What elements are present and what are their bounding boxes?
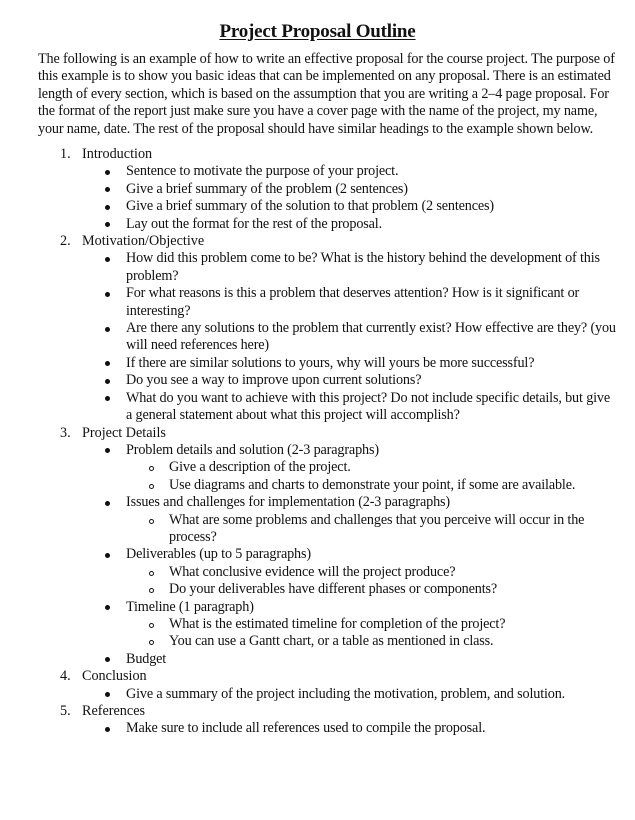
list-item-text: If there are similar solutions to yours, why will yours be more successful? — [126, 354, 535, 371]
bullet-disc-icon — [105, 501, 110, 506]
section-heading-text: Project Details — [82, 424, 166, 441]
section-heading-text: Motivation/Objective — [82, 233, 205, 250]
bullet-circle-icon — [149, 588, 154, 593]
list-item — [38, 198, 618, 215]
list-item — [38, 651, 618, 668]
sub-list-item-text: What are some problems and challenges that you perceive will occur in the process? — [169, 511, 585, 545]
list-item — [38, 181, 618, 198]
section-heading — [38, 703, 615, 720]
section-heading-text: Conclusion — [82, 668, 147, 685]
list-item — [38, 686, 618, 703]
sub-list-item — [38, 459, 618, 476]
sub-list-item-text: What is the estimated timeline for completion of the project? — [169, 615, 506, 632]
bullet-disc-icon — [105, 379, 110, 384]
sub-bullet-list — [126, 564, 618, 599]
outline-section — [38, 668, 615, 703]
bullet-disc-icon — [105, 187, 110, 192]
sub-list-item — [38, 477, 618, 494]
bullet-disc-icon — [105, 448, 110, 453]
sub-list-item-text: Use diagrams and charts to demonstrate your point, if some are available. — [169, 476, 576, 493]
list-item — [38, 372, 618, 389]
bullet-list — [38, 442, 615, 668]
bullet-circle-icon — [149, 466, 154, 471]
list-item-text: Do you see a way to improve upon current solutions? — [126, 372, 422, 389]
page-title: Project Proposal Outline — [219, 21, 416, 42]
list-item — [38, 285, 618, 320]
outline-section — [38, 233, 615, 424]
section-number: 5. — [60, 702, 71, 719]
list-item-text: For what reasons is this a problem that deserves attention? How is it significant or interesting? — [126, 285, 580, 319]
list-item-text: Budget — [126, 650, 167, 667]
sub-list-item-text: You can use a Gantt chart, or a table as mentioned in class. — [169, 633, 494, 650]
sub-bullet-list — [126, 616, 618, 651]
bullet-circle-icon — [149, 640, 154, 645]
list-item-text: How did this problem come to be? What is the history behind the development of this problem? — [126, 250, 600, 284]
bullet-disc-icon — [105, 257, 110, 262]
bullet-disc-icon — [105, 327, 110, 332]
list-item-text: Give a summary of the project including the motivation, problem, and solution. — [126, 685, 566, 702]
section-heading — [38, 668, 615, 685]
section-number: 3. — [60, 424, 71, 441]
list-item-text: Give a brief summary of the problem (2 sentences) — [126, 180, 408, 197]
sub-list-item-text: What conclusive evidence will the project produce? — [169, 563, 456, 580]
sub-bullet-list — [126, 512, 618, 547]
bullet-list — [38, 720, 615, 737]
outline-section — [38, 703, 615, 738]
intro-paragraph: The following is an example of how to write an effective proposal for the course project. The purpose of this example is to show you basic ideas that can be implemented on any proposal. There is an estimated length of every section, which is based on the assumption that you are writing a 2–4 page proposal. For the format of the report just make sure you have a cover page with the name of the project, my name, your name, date. The rest of the proposal should have similar headings to the example shown below. — [38, 51, 615, 137]
bullet-list — [38, 163, 615, 233]
sub-list-item-text: Do your deliverables have different phases or components? — [169, 581, 498, 598]
bullet-circle-icon — [149, 623, 154, 628]
sub-list-item — [38, 616, 618, 633]
section-heading — [38, 425, 615, 442]
list-item-text: Timeline (1 paragraph) — [126, 598, 254, 615]
section-number: 2. — [60, 233, 71, 250]
bullet-list — [38, 250, 615, 424]
bullet-disc-icon — [105, 205, 110, 210]
sub-list-item — [38, 581, 618, 598]
list-item — [38, 442, 618, 494]
list-item — [38, 320, 618, 355]
outline-section — [38, 425, 615, 669]
list-item — [38, 494, 618, 546]
bullet-disc-icon — [105, 692, 110, 697]
outline-sections — [38, 146, 615, 738]
bullet-disc-icon — [105, 361, 110, 366]
list-item — [38, 546, 618, 598]
sub-list-item — [38, 564, 618, 581]
sub-list-item — [38, 512, 618, 547]
list-item-text: Lay out the format for the rest of the proposal. — [126, 215, 382, 232]
section-number: 4. — [60, 668, 71, 685]
bullet-disc-icon — [105, 553, 110, 558]
bullet-circle-icon — [149, 484, 154, 489]
list-item-text: Problem details and solution (2-3 paragraphs) — [126, 441, 379, 458]
list-item — [38, 599, 618, 651]
list-item — [38, 216, 618, 233]
bullet-circle-icon — [149, 519, 154, 524]
section-heading-text: References — [82, 702, 146, 719]
list-item-text: Make sure to include all references used to compile the proposal. — [126, 720, 486, 737]
sub-bullet-list — [126, 459, 618, 494]
list-item-text: Issues and challenges for implementation (2-3 paragraphs) — [126, 494, 450, 511]
list-item-text: Are there any solutions to the problem that currently exist? How effective are they? (you will need references here) — [126, 320, 616, 354]
list-item — [38, 163, 618, 180]
section-heading — [38, 233, 615, 250]
outline-section — [38, 146, 615, 233]
list-item — [38, 355, 618, 372]
list-item-text: What do you want to achieve with this project? Do not include specific details, but give a general statement about what this project will accomplish? — [126, 389, 611, 424]
bullet-list — [38, 686, 615, 703]
section-number: 1. — [60, 146, 71, 163]
bullet-disc-icon — [105, 727, 110, 732]
section-heading-text: Introduction — [82, 146, 153, 163]
list-item — [38, 250, 618, 285]
bullet-disc-icon — [105, 292, 110, 297]
bullet-disc-icon — [105, 657, 110, 662]
list-item-text: Sentence to motivate the purpose of your project. — [126, 163, 399, 180]
bullet-circle-icon — [149, 571, 154, 576]
bullet-disc-icon — [105, 605, 110, 610]
list-item — [38, 720, 618, 737]
sub-list-item — [38, 633, 618, 650]
list-item-text: Deliverables (up to 5 paragraphs) — [126, 546, 311, 563]
bullet-disc-icon — [105, 170, 110, 175]
list-item — [38, 390, 618, 425]
section-heading — [38, 146, 615, 163]
sub-list-item-text: Give a description of the project. — [169, 459, 351, 476]
bullet-disc-icon — [105, 222, 110, 227]
list-item-text: Give a brief summary of the solution to that problem (2 sentences) — [126, 198, 494, 215]
bullet-disc-icon — [105, 396, 110, 401]
